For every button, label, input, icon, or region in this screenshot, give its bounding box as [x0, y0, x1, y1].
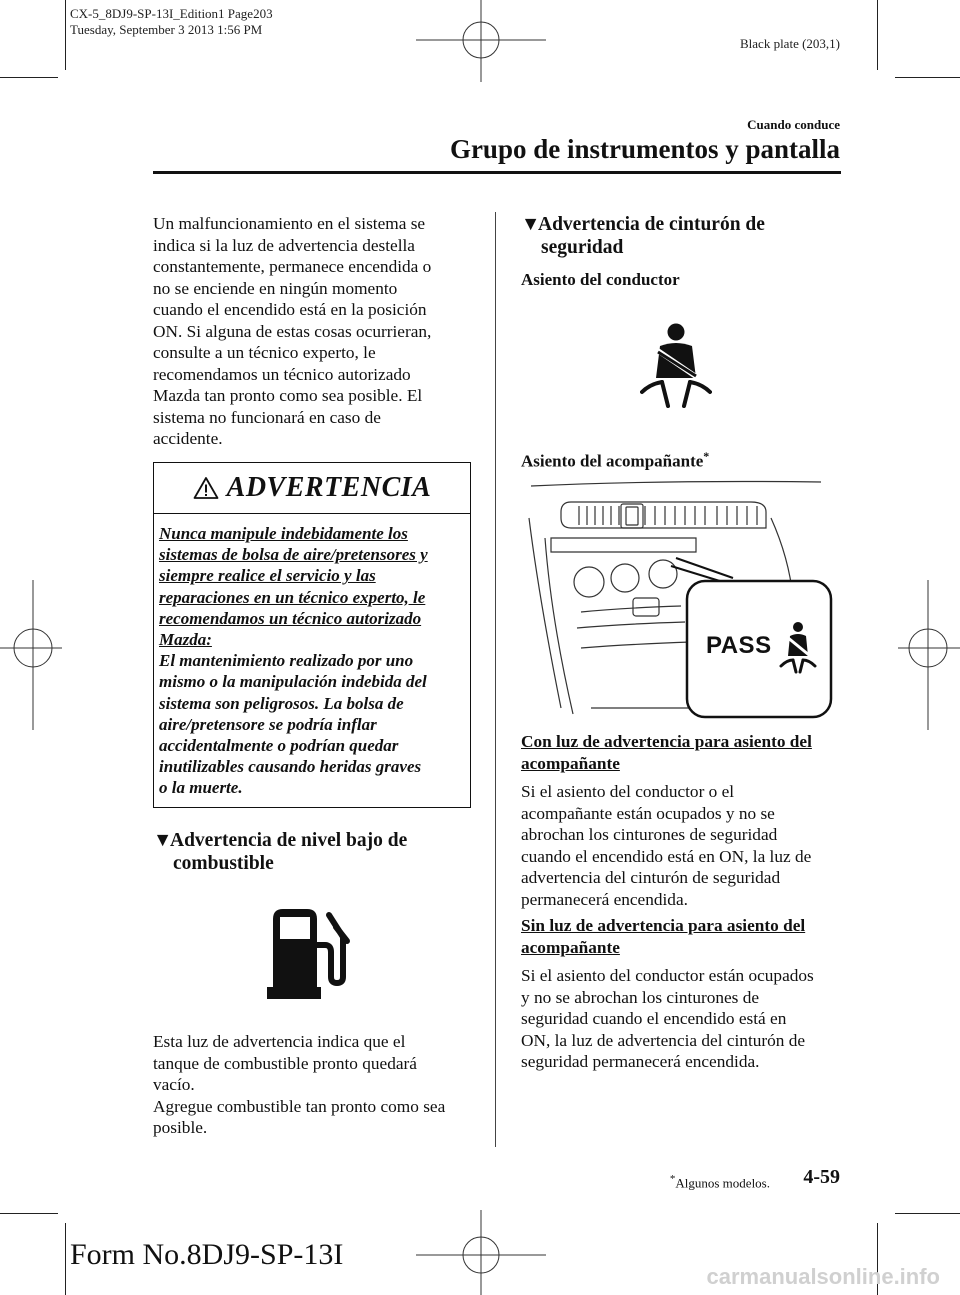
- driver-seat-label: Asiento del conductor: [521, 270, 680, 289]
- section-title: Grupo de instrumentos y pantalla: [449, 134, 840, 164]
- without-light-heading: [521, 915, 843, 958]
- warning-line: aire/pretensore se podría inflar: [159, 714, 377, 734]
- text-line: seguridad cuando el encendido está en: [521, 1009, 787, 1028]
- crop-mark: [877, 0, 878, 70]
- with-light-heading: [521, 731, 843, 774]
- column-divider: [495, 212, 496, 1147]
- footer-note-text: Algunos modelos.: [675, 1175, 770, 1191]
- warning-line: reparaciones en un técnico experto, le: [159, 587, 426, 607]
- warning-line: inutilizables causando heridas graves: [159, 757, 422, 777]
- seatbelt-icon: [640, 322, 712, 408]
- form-number: Form No.8DJ9-SP-13I: [70, 1238, 344, 1271]
- text-line: indica si la luz de advertencia destella: [153, 235, 415, 255]
- seatbelt-warning-heading: [521, 213, 843, 259]
- crop-mark: [895, 1213, 960, 1214]
- warning-line: sistema son peligrosos. La bolsa de: [159, 693, 404, 713]
- text-line: advertencia del cinturón de seguridad: [521, 868, 781, 887]
- warning-line: o la muerte.: [159, 778, 243, 798]
- crop-mark: [65, 0, 66, 70]
- text-line: Si el asiento del conductor o el: [521, 782, 735, 801]
- warning-body: [159, 523, 465, 799]
- heading-line: Advertencia de cinturón de: [538, 214, 765, 235]
- text-line: tanque de combustible pronto quedará: [153, 1053, 417, 1073]
- triangle-bullet-icon: ▼: [521, 214, 541, 235]
- text-line: vacío.: [153, 1075, 195, 1094]
- plate-label: Black plate (203,1): [740, 36, 840, 51]
- warning-line: mismo o la manipulación indebida del: [159, 672, 427, 692]
- warning-line: accidentalmente o podrían quedar: [159, 736, 399, 756]
- pass-label: PASS: [706, 632, 772, 659]
- warning-line: El mantenimiento realizado por uno: [159, 651, 414, 671]
- registration-mark-right: [898, 580, 960, 730]
- asterisk-mark: *: [703, 449, 710, 463]
- text-line: Esta luz de advertencia indica que el: [153, 1032, 406, 1051]
- text-line: acompañante están ocupados y no se: [521, 803, 775, 823]
- crop-mark: [65, 1223, 66, 1295]
- triangle-bullet-icon: ▼: [153, 830, 173, 851]
- text-line: cuando el encendido está en la posición: [153, 300, 427, 319]
- text-line: constantemente, permanece encendida o: [153, 257, 432, 276]
- text-line: abrochan los cinturones de seguridad: [521, 825, 778, 844]
- heading-line: acompañante: [521, 937, 620, 957]
- section-small-label: Cuando conduce: [747, 117, 840, 132]
- text-line: permanecerá encendida.: [521, 889, 688, 909]
- text-line: no se enciende en ningún momento: [153, 278, 398, 298]
- header-rule: [153, 171, 841, 174]
- passenger-seat-text: Asiento del acompañante: [521, 451, 704, 471]
- text-line: seguridad permanecerá encendida.: [521, 1052, 760, 1071]
- heading-line: seguridad: [541, 237, 624, 258]
- text-line: Si el asiento del conductor están ocupados: [521, 966, 814, 985]
- dashboard-illustration: [521, 478, 836, 720]
- warning-line: siempre realice el servicio y las: [159, 566, 376, 586]
- crop-mark: [895, 77, 960, 78]
- footer-note: [670, 1173, 770, 1191]
- text-line: posible.: [153, 1118, 208, 1137]
- warning-line: sistemas de bolsa de aire/pretensores y: [159, 545, 428, 565]
- text-line: accidente.: [153, 429, 223, 448]
- text-line: consulte a un técnico experto, le: [153, 343, 376, 362]
- text-line: recomendamos un técnico autorizado: [153, 364, 411, 384]
- warning-line: Mazda:: [159, 630, 212, 650]
- crop-mark: [0, 77, 58, 78]
- text-line: cuando el encendido está en ON, la luz de: [521, 846, 812, 866]
- asterisk-mark: *: [669, 1173, 676, 1185]
- text-line: ON. Si alguna de estas cosas ocurrieran,: [153, 321, 432, 341]
- fuel-warning-text: [153, 1031, 478, 1139]
- registration-mark-left: [0, 580, 62, 730]
- warning-triangle-icon: [193, 476, 219, 500]
- heading-line: acompañante: [521, 753, 620, 773]
- text-line: ON, la luz de advertencia del cinturón de: [521, 1030, 806, 1050]
- passenger-seat-label: [521, 449, 843, 472]
- warning-header: [154, 463, 470, 514]
- warning-line: recomendamos un técnico autorizado: [159, 608, 422, 628]
- text-line: Un malfuncionamiento en el sistema se: [153, 214, 426, 233]
- crop-mark: [0, 1213, 58, 1214]
- warning-line: Nunca manipule indebidamente los: [159, 524, 408, 543]
- heading-line: Con luz de advertencia para asiento del: [521, 732, 812, 751]
- fuel-pump-icon: [263, 905, 359, 1001]
- print-meta: [70, 6, 273, 38]
- intro-paragraph: [153, 213, 471, 450]
- page-number: 4-59: [803, 1166, 840, 1188]
- heading-line: Sin luz de advertencia para asiento del: [521, 916, 806, 935]
- text-line: Mazda tan pronto como sea posible. El: [153, 386, 423, 405]
- text-line: Agregue combustible tan pronto como sea: [153, 1096, 446, 1116]
- fuel-warning-heading: [153, 829, 471, 875]
- text-line: sistema no funcionará en caso de: [153, 407, 381, 427]
- print-meta-line1: CX-5_8DJ9-SP-13I_Edition1 Page203: [70, 6, 273, 21]
- text-line: y no se abrochan los cinturones de: [521, 987, 760, 1007]
- without-light-text: [521, 965, 843, 1073]
- warning-box: [153, 462, 471, 808]
- registration-mark-top: [416, 0, 546, 82]
- heading-line: combustible: [173, 853, 274, 874]
- watermark: carmanualsonline.info: [706, 1264, 940, 1289]
- with-light-text: [521, 781, 843, 910]
- print-meta-line2: Tuesday, September 3 2013 1:56 PM: [70, 22, 263, 37]
- registration-mark-bottom: [416, 1210, 546, 1295]
- heading-line: Advertencia de nivel bajo de: [170, 830, 408, 851]
- warning-title: ADVERTENCIA: [226, 472, 432, 503]
